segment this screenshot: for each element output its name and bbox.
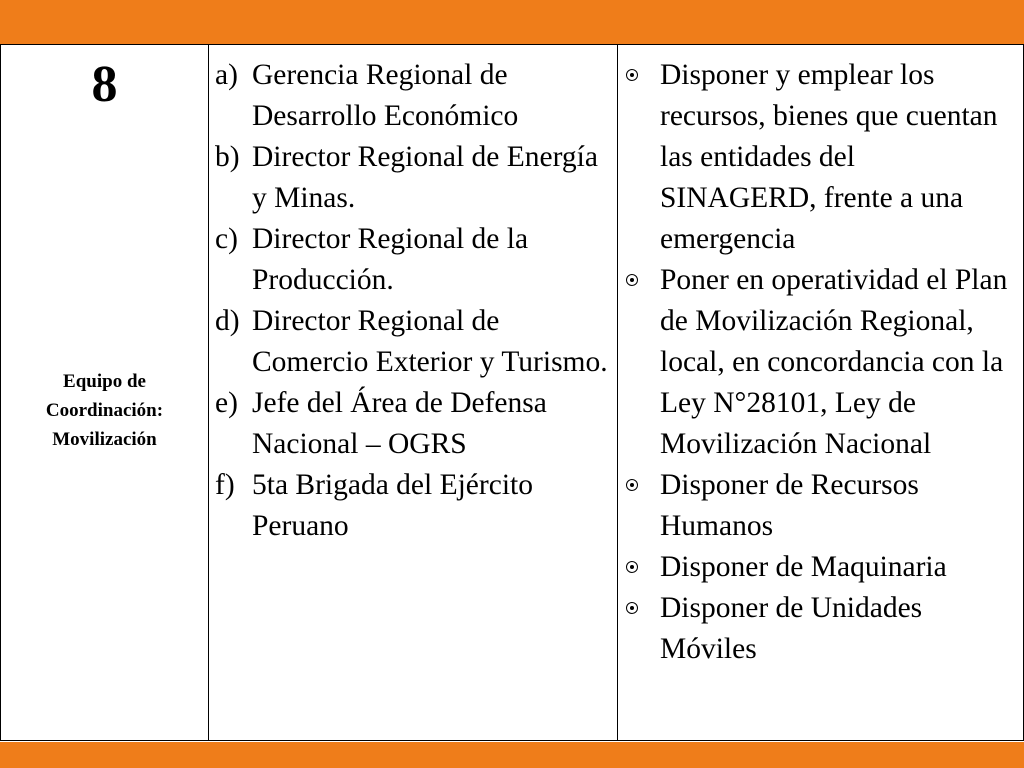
member-text: Director Regional de la Producción. bbox=[252, 223, 529, 296]
list-item bbox=[209, 465, 617, 547]
function-text: Disponer de Unidades Móviles bbox=[660, 592, 923, 665]
list-marker: d) bbox=[215, 305, 240, 337]
bullet-icon bbox=[626, 69, 638, 81]
bullet-icon bbox=[626, 274, 638, 286]
member-text: 5ta Brigada del Ejército Peruano bbox=[252, 469, 533, 542]
team-name-line: Movilización bbox=[52, 429, 157, 450]
function-text: Poner en operatividad el Plan de Movilización Regional, local, en concordancia con la Ley N°28101, Ley de Movilización Nacional bbox=[660, 264, 1008, 460]
row-number: 8 bbox=[91, 56, 118, 113]
list-item bbox=[209, 301, 617, 383]
coordination-table bbox=[0, 44, 1024, 741]
table-row bbox=[1, 45, 1024, 741]
list-item bbox=[209, 219, 617, 301]
list-item bbox=[618, 588, 1023, 670]
member-text: Jefe del Área de Defensa Nacional – OGRS bbox=[252, 387, 547, 460]
list-item bbox=[618, 260, 1023, 465]
function-text: Disponer y emplear los recursos, bienes que cuentan las entidades del SINAGERD, frente a una emergencia bbox=[660, 59, 998, 255]
list-item bbox=[618, 55, 1023, 260]
list-marker: b) bbox=[215, 141, 240, 173]
bullet-icon bbox=[626, 561, 638, 573]
function-text: Disponer de Recursos Humanos bbox=[660, 469, 919, 542]
team-cell bbox=[1, 45, 209, 741]
list-marker: a) bbox=[215, 59, 238, 91]
list-marker: e) bbox=[215, 387, 238, 419]
list-item bbox=[209, 137, 617, 219]
member-text: Director Regional de Energía y Minas. bbox=[252, 141, 598, 214]
list-marker: c) bbox=[215, 223, 238, 255]
bullet-icon bbox=[626, 479, 638, 491]
team-name bbox=[1, 367, 208, 454]
list-item bbox=[618, 547, 1023, 588]
bullet-icon bbox=[626, 602, 638, 614]
members-cell bbox=[209, 45, 618, 741]
list-item bbox=[209, 55, 617, 137]
list-item bbox=[209, 383, 617, 465]
team-name-line: Coordinación: bbox=[45, 400, 164, 421]
list-item bbox=[618, 465, 1023, 547]
member-text: Director Regional de Comercio Exterior y Turismo. bbox=[252, 305, 608, 378]
list-marker: f) bbox=[215, 469, 235, 501]
members-list bbox=[209, 45, 617, 547]
member-text: Gerencia Regional de Desarrollo Económico bbox=[252, 59, 519, 132]
functions-cell bbox=[618, 45, 1024, 741]
function-text: Disponer de Maquinaria bbox=[660, 551, 947, 583]
team-name-line: Equipo de bbox=[63, 371, 146, 392]
functions-list bbox=[618, 45, 1023, 670]
